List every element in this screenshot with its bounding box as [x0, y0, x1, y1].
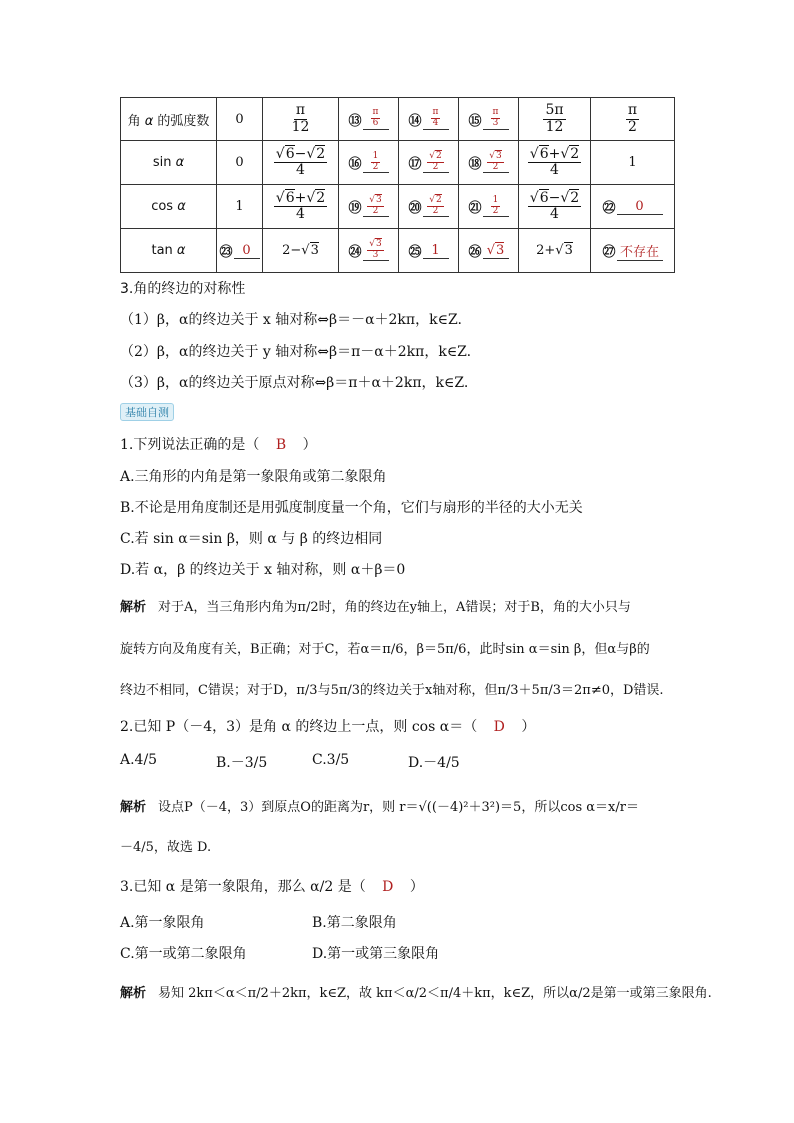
- cell: $\frac{\pi}{2}$: [591, 98, 675, 141]
- row-header: cos α: [121, 185, 217, 229]
- cell: ㉓ 0: [217, 229, 263, 273]
- question-2-stem: [120, 716, 535, 736]
- option-b: B.不论是用角度制还是用弧度制度量一个角，它们与扇形的半径的大小无关: [120, 500, 583, 516]
- table-row: [121, 185, 675, 229]
- symmetry-item: （1）β，α的终边关于 x 轴对称⇔β＝－α＋2kπ，k∈Z.: [120, 312, 462, 328]
- cell: $\frac{√6-√2}{4}$: [519, 185, 591, 229]
- answer-mark: D: [493, 719, 505, 735]
- symmetry-item: （2）β，α的终边关于 y 轴对称⇔β＝π－α＋2kπ，k∈Z.: [120, 344, 472, 360]
- question-close: ）: [302, 437, 317, 453]
- option-b: B.－3/5: [216, 755, 268, 771]
- cell: 0: [217, 141, 263, 185]
- row-header: 角 α 的弧度数: [121, 98, 217, 141]
- cell: ㉗ 不存在: [591, 229, 675, 273]
- explanation-line: [120, 982, 712, 1001]
- cell: $\frac{√6+√2}{4}$: [263, 185, 339, 229]
- explanation-line: －4/5，故选 D.: [120, 840, 212, 855]
- cell: ⑯ $\frac{1}{2}$: [339, 141, 399, 185]
- table-row: [121, 141, 675, 185]
- option-d: D.第一或第三象限角: [312, 946, 440, 962]
- symmetry-item: （3）β，α的终边关于原点对称⇔β＝π＋α＋2kπ，k∈Z.: [120, 375, 469, 391]
- cell: 1: [591, 141, 675, 185]
- explanation-line: [120, 796, 639, 815]
- cell: ㉑ $\frac{1}{2}$: [459, 185, 519, 229]
- cell: ⑰ $\frac{√2}{2}$: [399, 141, 459, 185]
- explanation-label: 解析: [120, 986, 147, 1001]
- answer-mark: D: [382, 879, 394, 895]
- cell: ⑮ $\frac{\pi}{3}$: [459, 98, 519, 141]
- cell: ⑭ $\frac{\pi}{4}$: [399, 98, 459, 141]
- option-c: C.3/5: [312, 752, 350, 768]
- table-row: [121, 229, 675, 273]
- explanation-text: 易知 2kπ＜α＜π/2＋2kπ，k∈Z，故 kπ＜α/2＜π/4＋kπ，k∈Z，所以α/2是第一或第三象限角.: [158, 986, 712, 1001]
- cell: ⑳ $\frac{√2}{2}$: [399, 185, 459, 229]
- question-text: 3.已知 α 是第一象限角，那么 α/2 是（: [120, 879, 366, 895]
- option-d: D.若 α，β 的终边关于 x 轴对称，则 α＋β＝0: [120, 562, 406, 578]
- section-heading: 3.角的终边的对称性: [120, 281, 246, 297]
- option-a: A.4/5: [120, 752, 158, 768]
- explanation-text: 设点P（－4，3）到原点O的距离为r，则 r＝√((－4)²＋3²)＝5，所以cos α＝x/r＝: [158, 800, 639, 815]
- explanation-line: 终边不相同，C错误；对于D，π/3与5π/3的终边关于x轴对称，但π/3＋5π/3＝2π≠0，D错误.: [120, 683, 664, 698]
- section-tag: 基础自测: [120, 403, 174, 421]
- explanation-line: [120, 596, 631, 615]
- cell: ㉔ $\frac{√3}{3}$: [339, 229, 399, 273]
- option-c: C.若 sin α＝sin β，则 α 与 β 的终边相同: [120, 531, 383, 547]
- option-a: A.三角形的内角是第一象限角或第二象限角: [120, 469, 387, 485]
- cell: $\frac{\pi}{12}$: [263, 98, 339, 141]
- explanation-label: 解析: [120, 800, 147, 815]
- cell: ⑱ $\frac{√3}{2}$: [459, 141, 519, 185]
- cell: ㉖ √3: [459, 229, 519, 273]
- cell: $\frac{√6+√2}{4}$: [519, 141, 591, 185]
- table-row: [121, 98, 675, 141]
- cell: 0: [217, 98, 263, 141]
- cell: 2−√3: [263, 229, 339, 273]
- explanation-label: 解析: [120, 600, 147, 615]
- cell: $\frac{√6-√2}{4}$: [263, 141, 339, 185]
- question-text: 1.下列说法正确的是（: [120, 437, 260, 453]
- cell: ㉒ 0: [591, 185, 675, 229]
- question-close: ）: [521, 719, 536, 735]
- option-d: D.－4/5: [408, 755, 460, 771]
- cell: 2+√3: [519, 229, 591, 273]
- cell: 1: [217, 185, 263, 229]
- row-header: sin α: [121, 141, 217, 185]
- explanation-line: 旋转方向及角度有关，B正确；对于C，若α＝π/6，β＝5π/6，此时sin α＝sin β，但α与β的: [120, 642, 650, 657]
- trig-value-table: [120, 97, 675, 273]
- row-header: tan α: [121, 229, 217, 273]
- question-text: 2.已知 P（－4，3）是角 α 的终边上一点，则 cos α＝（: [120, 719, 478, 735]
- option-c: C.第一或第二象限角: [120, 946, 247, 962]
- answer-mark: B: [275, 437, 287, 453]
- question-1-stem: [120, 434, 317, 454]
- option-a: A.第一象限角: [120, 915, 205, 931]
- cell: ⑲ $\frac{√3}{2}$: [339, 185, 399, 229]
- cell: ㉕ 1: [399, 229, 459, 273]
- question-close: ）: [409, 879, 424, 895]
- explanation-text: 对于A，当三角形内角为π/2时，角的终边在y轴上，A错误；对于B，角的大小只与: [158, 600, 631, 615]
- cell: $\frac{5\pi}{12}$: [519, 98, 591, 141]
- option-b: B.第二象限角: [312, 915, 397, 931]
- question-3-stem: [120, 876, 424, 896]
- cell: ⑬ $\frac{\pi}{6}$: [339, 98, 399, 141]
